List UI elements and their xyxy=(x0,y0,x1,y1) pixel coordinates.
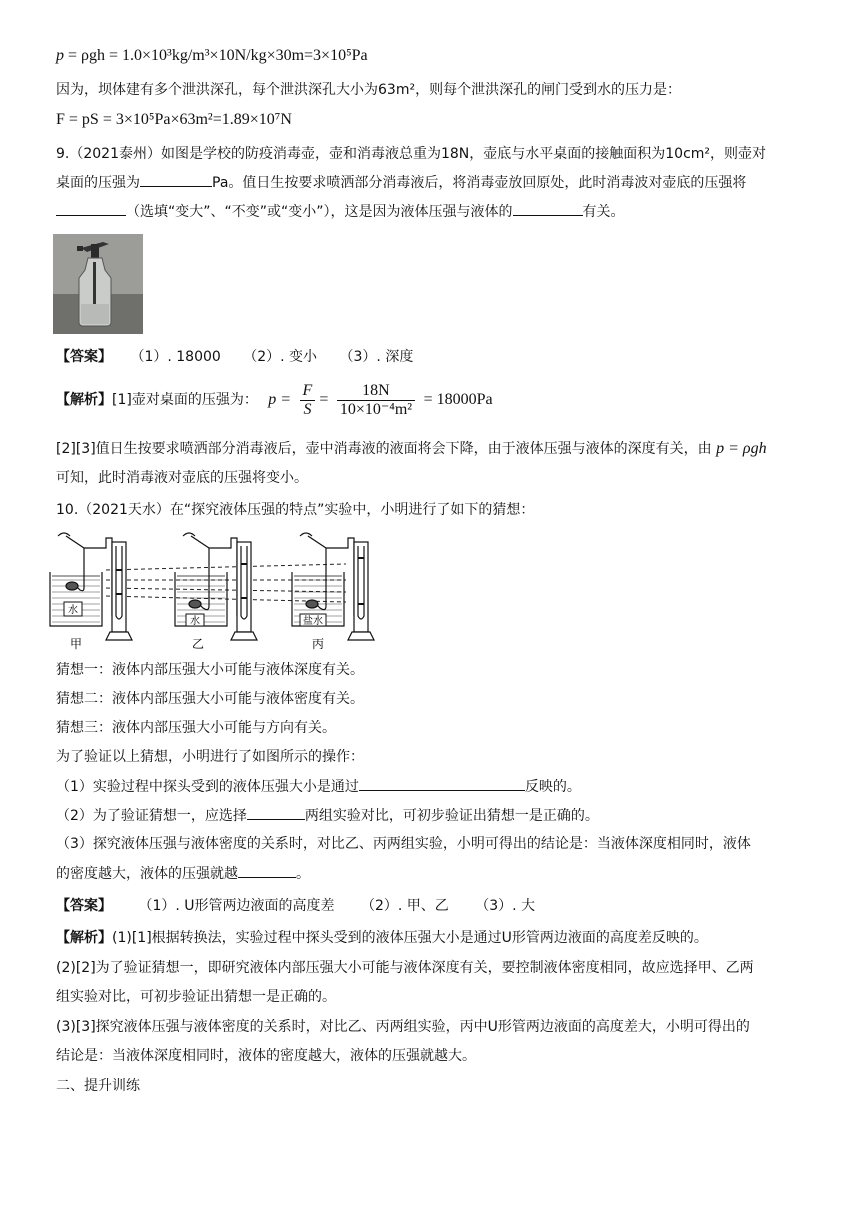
answer-label: 【答案】 xyxy=(56,898,112,914)
q10-blank-3 xyxy=(238,863,296,878)
q9-blank-1 xyxy=(140,172,212,187)
answer-item: （3）. 深度 xyxy=(339,349,414,365)
q10-guess-3: 猜想三：液体内部压强大小可能与方向有关。 xyxy=(56,720,336,736)
q10-sub-1 xyxy=(56,776,581,797)
q10-guess-1: 猜想一：液体内部压强大小可能与液体深度有关。 xyxy=(56,662,364,678)
analysis-text: [1]壶对桌面的压强为： xyxy=(112,392,258,408)
apparatus-jia xyxy=(50,533,132,640)
answer-item: （1）. U形管两边液面的高度差 xyxy=(138,898,335,914)
frac-num: F xyxy=(300,382,316,401)
q9-text: 桌面的压强为 xyxy=(56,175,140,191)
q10-text: 。 xyxy=(296,866,310,882)
q10-text: （2）为了验证猜想一，应选择 xyxy=(56,808,247,824)
disinfectant-bottle-photo xyxy=(53,234,143,334)
beaker-label-2: 水 xyxy=(190,616,200,627)
frac-num: 18N xyxy=(337,382,415,401)
q9-analysis-1: 【解析】[1]壶对桌面的压强为： p = $\frac{F}{S}$ = $\frac{18N}{\text{10×10⁻⁴m²}}$ = 18000Pa xyxy=(56,381,493,418)
group-label-jia: 甲 xyxy=(69,637,83,650)
formula-rhs: = ρgh = 1.0×10³kg/m³×10N/kg×30m=3×10⁵Pa xyxy=(68,47,368,64)
analysis-formula: p = ρgh xyxy=(716,440,767,457)
q9-text: 有关。 xyxy=(582,204,625,220)
analysis-label: 【解析】 xyxy=(56,392,112,408)
q10-blank-2 xyxy=(247,805,305,820)
q10-text: 两组实验对比，可初步验证出猜想一是正确的。 xyxy=(304,808,599,824)
group-label-bing: 丙 xyxy=(311,637,325,650)
q10-sub-3-line-2 xyxy=(56,863,310,884)
q10-analysis-3b: 结论是：当液体深度相同时，液体的密度越大，液体的压强就越大。 xyxy=(56,1048,476,1064)
q10-guess-2: 猜想二：液体内部压强大小可能与液体密度有关。 xyxy=(56,691,364,707)
answer-item: （3）. 大 xyxy=(475,898,536,914)
q10-text: （1）实验过程中探头受到的液体压强大小是通过 xyxy=(56,779,359,795)
section-title: 二、提升训练 xyxy=(56,1078,140,1094)
answer-item: （2）. 甲、乙 xyxy=(360,898,449,914)
frac-den: S xyxy=(303,400,312,418)
fraction-f-over-s xyxy=(300,382,316,419)
q9-blank-2 xyxy=(56,201,126,216)
q10-text: 的密度越大，液体的压强就越 xyxy=(56,866,238,882)
q10-blank-1 xyxy=(359,776,525,791)
answer-label: 【答案】 xyxy=(56,349,112,365)
q9-line-3 xyxy=(56,201,625,222)
analysis-label: 【解析】 xyxy=(56,930,112,946)
frac-lhs: p = xyxy=(268,391,292,408)
q9-answer xyxy=(56,347,413,367)
liquid-pressure-experiment-figure xyxy=(46,528,376,650)
answer-item: （1）. 18000 xyxy=(130,349,221,365)
frac-result: = 18000Pa xyxy=(423,391,493,408)
q10-line-1: 10.（2021天水）在“探究液体压强的特点”实验中，小明进行了如下的猜想： xyxy=(56,502,535,518)
formula-lhs: p xyxy=(56,47,64,64)
q10-analysis-2b: 组实验对比，可初步验证出猜想一是正确的。 xyxy=(56,989,336,1005)
dam-paragraph: 因为，坝体建有多个泄洪深孔，每个泄洪深孔大小为63m²，则每个泄洪深孔的闸门受到水的压力是： xyxy=(56,82,682,98)
q10-sub-3-line-1: （3）探究液体压强与液体密度的关系时，对比乙、丙两组实验，小明可得出的结论是：当液体深度相同时，液体 xyxy=(56,836,751,852)
q9-line-2 xyxy=(56,172,746,193)
q10-sub-2 xyxy=(56,805,599,826)
beaker-label-3: 盐水 xyxy=(303,616,323,627)
q9-blank-3 xyxy=(513,201,583,216)
frac-den: 10×10⁻⁴m² xyxy=(339,400,413,418)
group-label-yi: 乙 xyxy=(191,637,205,650)
analysis-text: (1)[1]根据转换法，实验过程中探头受到的液体压强大小是通过U形管两边液面的高度差反映的。 xyxy=(112,930,708,946)
fraction-values xyxy=(337,382,415,419)
q10-verify: 为了验证以上猜想，小明进行了如图所示的操作： xyxy=(56,749,364,765)
q10-analysis-2a: (2)[2]为了验证猜想一，即研究液体内部压强大小可能与液体深度有关，要控制液体密度相同，故应选择甲、乙两 xyxy=(56,960,754,976)
q10-analysis-3a: (3)[3]探究液体压强与液体密度的关系时，对比乙、丙两组实验，丙中U形管两边液面的高度差大，小明可得出的 xyxy=(56,1019,750,1035)
q9-line-1: 9.（2021泰州）如图是学校的防疫消毒壶，壶和消毒液总重为18N，壶底与水平桌面的接触面积为10cm²，则壶对 xyxy=(56,146,767,162)
q9-analysis-2 xyxy=(56,439,767,459)
q9-text: Pa。值日生按要求喷洒部分消毒液后，将消毒壶放回原处，此时消毒波对壶底的压强将 xyxy=(212,175,747,191)
force-formula: F = pS = 3×10⁵Pa×63m²=1.89×10⁷N xyxy=(56,111,292,128)
analysis-text: [2][3]值日生按要求喷洒部分消毒液后，壶中消毒液的液面将会下降，由于液体压强与液体的深度有关，由 xyxy=(56,441,712,457)
pressure-formula xyxy=(56,46,368,66)
q10-analysis-1 xyxy=(56,928,708,948)
q10-text: 反映的。 xyxy=(524,779,581,795)
answer-item: （2）. 变小 xyxy=(243,349,318,365)
q10-answer xyxy=(56,896,535,916)
q9-text: （选填“变大”、“不变”或“变小”），这是因为液体压强与液体的 xyxy=(126,204,513,220)
beaker-label-1: 水 xyxy=(68,605,78,616)
q9-analysis-3: 可知，此时消毒液对壶底的压强将变小。 xyxy=(56,470,308,486)
